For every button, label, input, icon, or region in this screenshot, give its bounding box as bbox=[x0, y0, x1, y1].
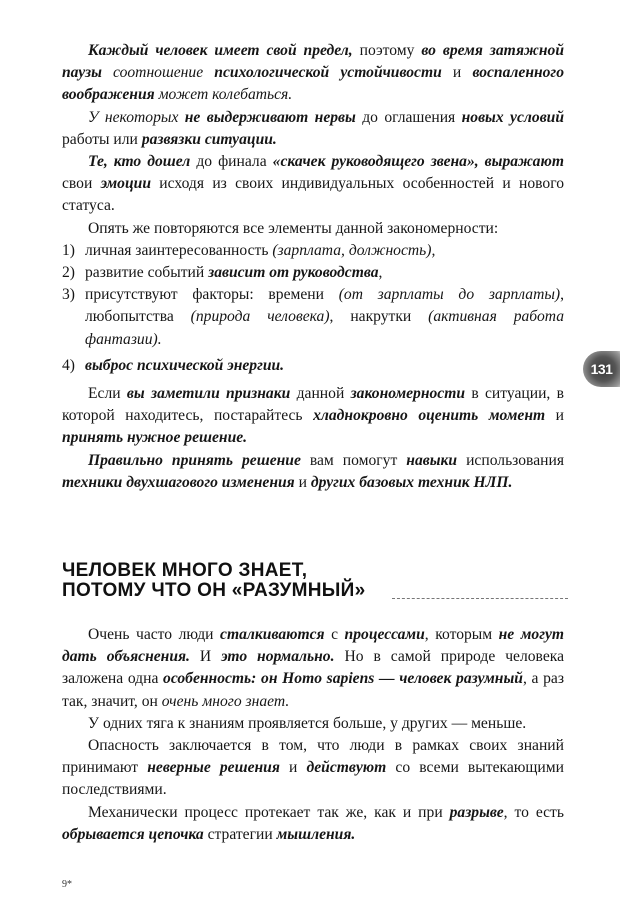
text-run: , накрутки bbox=[329, 308, 429, 326]
text-run: Опять же повторяются все элементы данной закономерности: bbox=[88, 219, 499, 237]
text-run: данной bbox=[290, 385, 351, 403]
emphasis-text: Те, кто дошел bbox=[88, 153, 191, 171]
list-item-text bbox=[85, 357, 284, 374]
emphasis-text: выброс bbox=[85, 356, 134, 374]
emphasis-text: не могут дать объяснения. bbox=[62, 626, 565, 666]
text-run: У одних тяга к знаниям проявляется больше, у других — меньше. bbox=[88, 714, 527, 732]
list-item-text bbox=[85, 264, 382, 281]
text-run: развитие событий bbox=[85, 264, 209, 282]
paragraph bbox=[62, 107, 564, 151]
list-item bbox=[62, 284, 564, 351]
text-run: поэтому bbox=[352, 42, 422, 59]
emphasis-text: развязки ситуации. bbox=[141, 130, 277, 148]
page-number-tab: 131 bbox=[583, 351, 620, 387]
emphasis-text: процессами bbox=[344, 626, 425, 643]
emphasis-text: психологической устойчивости bbox=[214, 64, 442, 82]
emphasis-text: обрывается цепочка bbox=[62, 825, 204, 843]
emphasis-text: Правильно принять решение bbox=[88, 451, 301, 469]
text-run: до финала bbox=[190, 153, 273, 171]
emphasis-text: психической энергии. bbox=[133, 356, 285, 374]
italic-text: (от зарплаты до зарплаты) bbox=[338, 286, 561, 304]
text-run: и bbox=[294, 473, 311, 491]
text-run: Но в самой природе человека заложена одна bbox=[62, 648, 564, 688]
text-run: с bbox=[324, 626, 345, 643]
emphasis-text: других базовых техник НЛП. bbox=[310, 473, 513, 491]
text-run: и bbox=[279, 759, 307, 777]
text-run: Опасность заключается в том, что люди в рамках своих знаний принимают bbox=[62, 737, 564, 777]
heading-divider bbox=[392, 598, 568, 599]
italic-text: может колебаться. bbox=[154, 86, 293, 104]
emphasis-text: сталкиваются bbox=[220, 626, 325, 643]
text-run: стратегии bbox=[203, 825, 277, 843]
text-run: , а раз так, значит, он bbox=[62, 670, 564, 710]
emphasis-text: эмоции bbox=[100, 175, 151, 193]
emphasis-text: действуют bbox=[306, 759, 387, 777]
text-run: , которым bbox=[424, 626, 499, 643]
list-item bbox=[62, 355, 564, 377]
text-run: Если bbox=[88, 385, 127, 403]
italic-text: (природа человека) bbox=[190, 308, 330, 326]
list-item bbox=[62, 240, 564, 262]
text-run: Очень часто люди bbox=[88, 626, 221, 643]
factors-list bbox=[62, 240, 564, 377]
paragraph bbox=[62, 713, 564, 735]
paragraph bbox=[62, 450, 564, 494]
text-run: И bbox=[189, 648, 222, 666]
emphasis-text: мышления. bbox=[276, 825, 356, 843]
heading-line-1: ЧЕЛОВЕК МНОГО ЗНАЕТ, bbox=[62, 560, 308, 581]
emphasis-text: воспаленного воображения bbox=[62, 64, 564, 104]
list-number: 4) bbox=[62, 356, 75, 374]
text-run: в ситуации, в которой находитесь, постарайтесь bbox=[62, 385, 564, 425]
list-item bbox=[62, 262, 564, 284]
text-run: , любопытства bbox=[85, 286, 564, 326]
italic-text: (зарплата, должность), bbox=[272, 241, 436, 259]
list-item-text bbox=[85, 286, 564, 347]
emphasis-text: это нормально. bbox=[221, 648, 335, 666]
emphasis-text: техники двухшагового изменения bbox=[62, 473, 295, 491]
text-run: работы или bbox=[62, 130, 142, 148]
emphasis-text: неверные решения bbox=[147, 759, 280, 777]
list-number: 2) bbox=[62, 264, 75, 282]
paragraph bbox=[62, 218, 564, 240]
emphasis-text: принять нужное решение. bbox=[62, 429, 248, 447]
text-run: присутствуют факторы: времени bbox=[85, 286, 339, 304]
section-heading bbox=[62, 561, 574, 601]
text-run: использования bbox=[457, 451, 564, 469]
emphasis-text: зависит от руководства bbox=[208, 264, 379, 282]
text-run: и bbox=[441, 64, 473, 82]
emphasis-text: закономерности bbox=[350, 385, 466, 403]
italic-text: У некоторых bbox=[88, 108, 185, 126]
section-1 bbox=[62, 40, 564, 494]
emphasis-text: «скачек руководящего звена», выражают bbox=[272, 153, 564, 171]
text-run: личная заинтересованность bbox=[85, 241, 273, 259]
paragraph bbox=[62, 383, 564, 450]
text-run: , то есть bbox=[503, 803, 564, 821]
paragraph bbox=[62, 151, 564, 218]
emphasis-text: навыки bbox=[406, 451, 458, 469]
emphasis-text: хладнокровно оценить момент bbox=[313, 407, 546, 425]
emphasis-text: вы заметили признаки bbox=[126, 385, 291, 403]
emphasis-text: во время затяжной паузы bbox=[62, 42, 565, 82]
emphasis-text: новых условий bbox=[461, 108, 565, 126]
paragraph bbox=[62, 802, 564, 846]
paragraph bbox=[62, 624, 564, 713]
list-item-text bbox=[85, 242, 435, 259]
signature-mark: 9* bbox=[62, 879, 72, 890]
paragraph bbox=[62, 40, 564, 107]
text-run: со всеми вытекающими последствиями. bbox=[62, 759, 564, 799]
italic-text: (активная работа фантазии). bbox=[85, 308, 564, 348]
paragraph bbox=[62, 735, 564, 802]
list-number: 3) bbox=[62, 286, 75, 304]
list-number: 1) bbox=[62, 241, 75, 259]
emphasis-text: особенность: он Homo sapiens — человек разумный bbox=[163, 670, 523, 688]
heading-line-2: ПОТОМУ ЧТО ОН «РАЗУМНЫЙ» bbox=[62, 580, 366, 601]
text-run: Механически процесс протекает так же, как и при bbox=[88, 803, 450, 821]
emphasis-text: разрыве bbox=[449, 803, 504, 821]
text-run: до оглашения bbox=[355, 108, 462, 126]
text-run: и bbox=[545, 407, 564, 425]
italic-text: соотношение bbox=[101, 64, 215, 82]
text-run: , bbox=[378, 264, 383, 282]
text-run: вам помогут bbox=[300, 451, 407, 469]
emphasis-text: не выдерживают нервы bbox=[184, 108, 356, 126]
emphasis-text: Каждый человек имеет свой предел, bbox=[88, 42, 353, 59]
text-run: свои bbox=[62, 175, 101, 193]
section-2 bbox=[62, 624, 564, 846]
italic-text: очень много знает. bbox=[161, 692, 290, 710]
text-run: исходя из своих индивидуальных особенностей и нового статуса. bbox=[62, 175, 564, 215]
